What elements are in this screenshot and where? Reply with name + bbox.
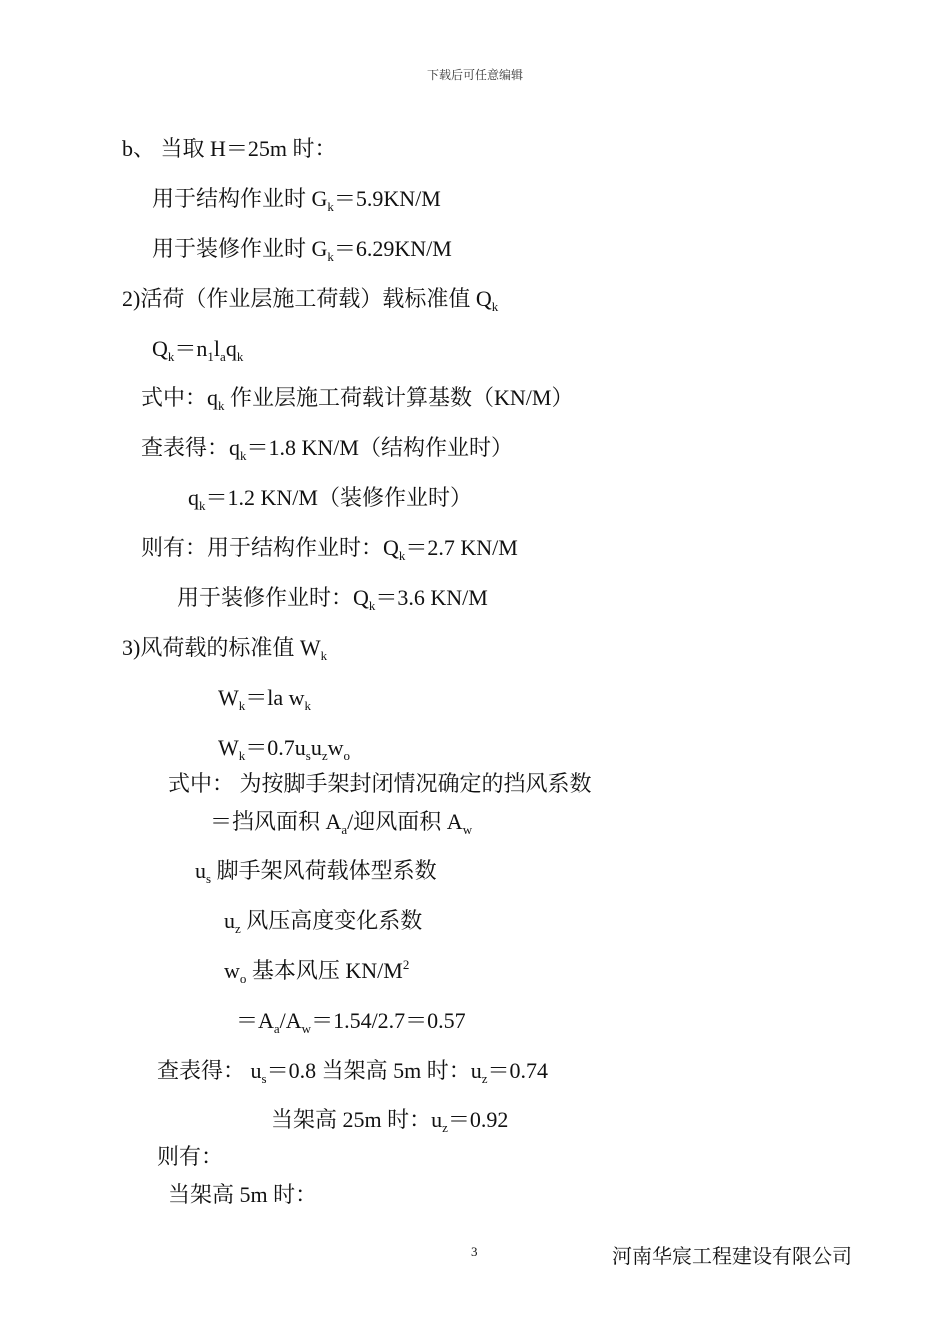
text-line: 用于装修作业时：$Q_k=3.6$ KN/M [177,585,488,613]
text-line: 用于结构作业时 $G_k=5.9KN/M$ [152,186,441,214]
text-line: 则有： [157,1144,224,1169]
text-line: 则有：用于结构作业时：$Q_k=2.7$ KN/M [141,535,518,563]
text-line: $u_z$ 风压高度变化系数 [224,908,423,936]
formula: $=A_a/A_w=1.54/2.7=0.57$ [236,1008,466,1036]
text-line: 查表得：$q_k=1.8$ KN/M（结构作业时） [141,435,513,463]
text-line: 式中：$q_k$ 作业层施工荷载计算基数（KN/M） [141,385,574,413]
text-line: 当架高 5m 时： [168,1182,318,1207]
text-line: 当架高 25m 时：$u_z=0.92$ [271,1107,509,1135]
text-line: 查表得： $u_s=0.8$ 当架高 5m 时：$u_z=0.74$ [157,1058,548,1086]
text-line: 用于装修作业时 $G_k=6.29KN/M$ [152,236,452,264]
formula: $Q_k=n_1l_aq_k$ [152,336,244,364]
formula: $W_k=0.7u_su_zw_o$ [218,735,351,763]
section-heading: 3)风荷载的标准值 $W_k$ [122,635,328,663]
text-line: ＝挡风面积 $A_a/$迎风面积 $A_w$ [210,809,473,837]
page-number: 3 [471,1244,478,1259]
text-line: $q_k=1.2$ KN/M（装修作业时） [188,485,472,513]
company-name: 河南华宸工程建设有限公司 [612,1246,852,1268]
section-heading: 2)活荷（作业层施工荷载）载标准值 $Q_k$ [122,286,499,314]
text-line: $u_s$ 脚手架风荷载体型系数 [195,858,437,886]
text-line: $w_o$ 基本风压 $KN/M^2$ [224,957,410,986]
page-header: 下载后可任意编辑 [426,68,523,82]
formula: $W_k=la$ $w_k$ [218,685,312,713]
text-line: b、 当取 H＝25m 时： [122,136,337,161]
text-line: 式中： 为按脚手架封闭情况确定的挡风系数 [168,771,592,796]
